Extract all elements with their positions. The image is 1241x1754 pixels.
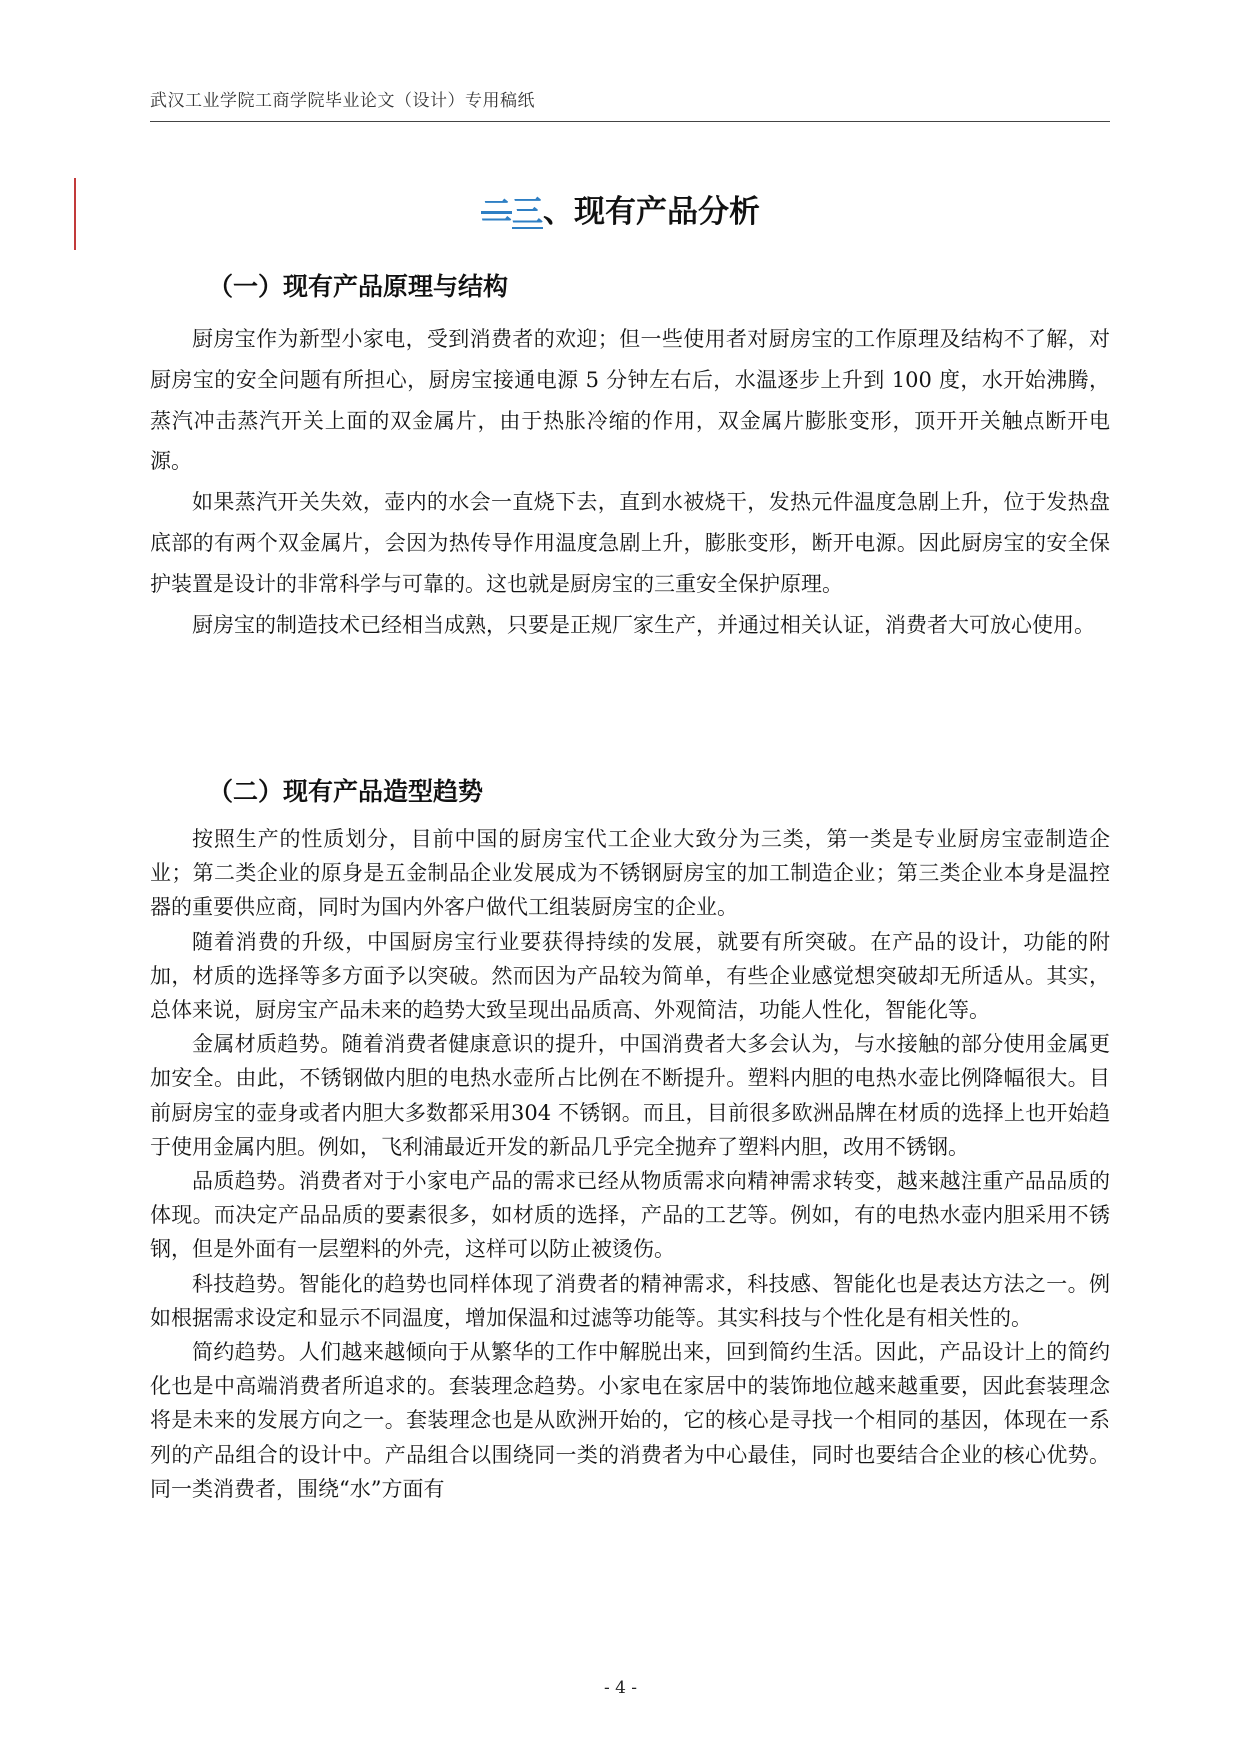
section-trends-body: [150, 822, 1110, 1506]
paragraph: 随着消费的升级，中国厨房宝行业要获得持续的发展，就要有所突破。在产品的设计，功能的附加，材质的选择等多方面予以突破。然而因为产品较为简单，有些企业感觉想突破却无所适从。其实，总体来说，厨房宝产品未来的趋势大致呈现出品质高、外观简洁，功能人性化，智能化等。: [150, 929, 1110, 1023]
deleted-numeral: 二: [481, 194, 512, 230]
paragraph: 金属材质趋势。随着消费者健康意识的提升，中国消费者大多会认为，与水接触的部分使用金属更加安全。由此，不锈钢做内胆的电热水壶所占比例在不断提升。塑料内胆的电热水壶比例降幅很大。目前厨房宝的壶身或者内胆大多数都采用304 不锈钢。而且，目前很多欧洲品牌在材质的选择上也开始趋于使用金属内胆。例如，飞利浦最近开发的新品几乎完全抛弃了塑料内胆，改用不锈钢。: [150, 1032, 1110, 1159]
paragraph: 科技趋势。智能化的趋势也同样体现了消费者的精神需求，科技感、智能化也是表达方法之一。例如根据需求设定和显示不同温度，增加保温和过滤等功能等。其实科技与个性化是有相关性的。: [150, 1271, 1110, 1330]
chapter-title: [0, 186, 1241, 231]
header-rule: [150, 121, 1110, 122]
section-title-principle: （一）现有产品原理与结构: [208, 272, 509, 301]
page-header: 武汉工业学院工商学院毕业论文（设计）专用稿纸: [150, 91, 535, 111]
paragraph: 品质趋势。消费者对于小家电产品的需求已经从物质需求向精神需求转变，越来越注重产品品质的体现。而决定产品品质的要素很多，如材质的选择，产品的工艺等。例如，有的电热水壶内胆采用不锈钢，但是外面有一层塑料的外壳，这样可以防止被烫伤。: [150, 1169, 1110, 1262]
paragraph: 厨房宝作为新型小家电，受到消费者的欢迎；但一些使用者对厨房宝的工作原理及结构不了解，对厨房宝的安全问题有所担心，厨房宝接通电源 5 分钟左右后，水温逐步上升到 100 度，水开始沸腾，蒸汽冲击蒸汽开关上面的双金属片，由于热胀冷缩的作用，双金属片膨胀变形，顶开开关触点断开电源。: [150, 327, 1110, 474]
paragraph: 简约趋势。人们越来越倾向于从繁华的工作中解脱出来，回到简约生活。因此，产品设计上的简约化也是中高端消费者所追求的。套装理念趋势。小家电在家居中的装饰地位越来越重要，因此套装理念将是未来的发展方向之一。套装理念也是从欧洲开始的，它的核心是寻找一个相同的基因，体现在一系列的产品组合的设计中。产品组合以围绕同一类的消费者为中心最佳，同时也要结合企业的核心优势。同一类消费者，围绕“水”方面有: [150, 1340, 1110, 1501]
section-title-trends: （二）现有产品造型趋势: [208, 777, 484, 806]
inserted-numeral: 三: [512, 194, 543, 230]
paragraph: 按照生产的性质划分，目前中国的厨房宝代工企业大致分为三类，第一类是专业厨房宝壶制造企业；第二类企业的原身是五金制品企业发展成为不锈钢厨房宝的加工制造企业；第三类企业本身是温控器的重要供应商，同时为国内外客户做代工组装厨房宝的企业。: [150, 827, 1110, 920]
paragraph: 如果蒸汽开关失效，壶内的水会一直烧下去，直到水被烧干，发热元件温度急剧上升，位于发热盘底部的有两个双金属片，会因为热传导作用温度急剧上升，膨胀变形，断开电源。因此厨房宝的安全保护装置是设计的非常科学与可靠的。这也就是厨房宝的三重安全保护原理。: [150, 490, 1110, 596]
chapter-title-text: 、现有产品分析: [543, 194, 760, 230]
section-principle-body: [150, 319, 1110, 645]
paragraph: 厨房宝的制造技术已经相当成熟，只要是正规厂家生产，并通过相关认证，消费者大可放心使用。: [192, 612, 1095, 637]
page-number: - 4 -: [603, 1678, 638, 1698]
